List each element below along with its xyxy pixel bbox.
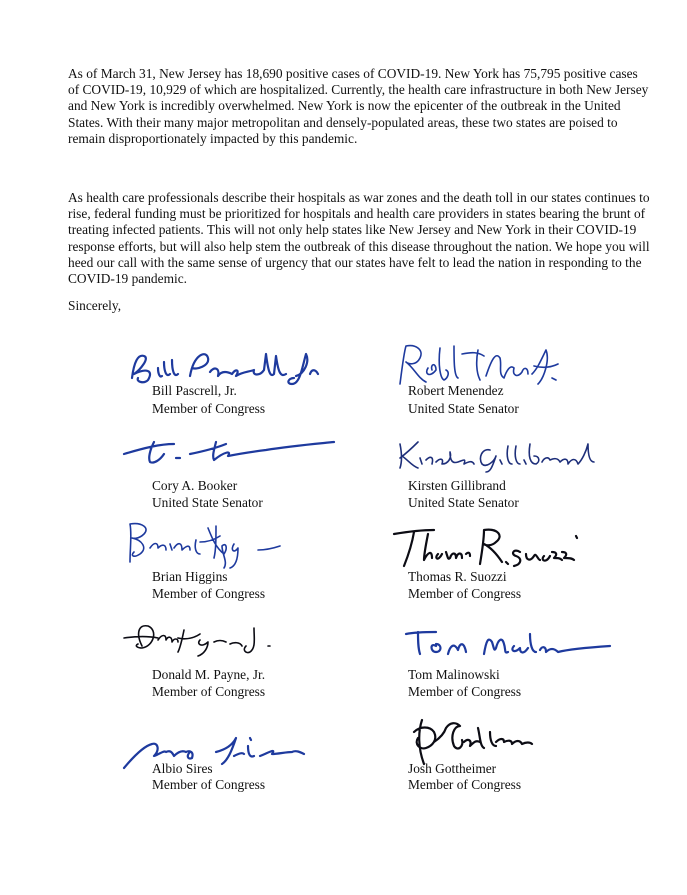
signatory-bill-pascrell	[124, 340, 364, 420]
signatory-title: Member of Congress	[152, 777, 266, 792]
signatory-name: Donald M. Payne, Jr.	[152, 667, 266, 682]
signature-tom-malinowski-icon	[400, 620, 620, 660]
signature-donald-payne-icon	[118, 616, 308, 660]
signatory-title: United State Senator	[408, 495, 519, 510]
signatory-name: Tom Malinowski	[408, 667, 500, 682]
letter-paragraph-1: As of March 31, New Jersey has 18,690 positive cases of COVID-19. New York has 75,795 positive cases of COVID-19, 10,929 of which are hospitalized. Currently, the health care infrastructure in both New Jersey and New York is incredibly overwhelmed. New York is now the epicenter of the outbreak in the United States. With their many major metropolitan and densely-populated areas, these two states are poised to remain disproportionately impacted by this pandemic.	[68, 66, 649, 146]
signatory-name: Kirsten Gillibrand	[408, 478, 506, 493]
signatory-brian-higgins	[124, 520, 364, 604]
signature-kirsten-gillibrand-icon	[394, 434, 604, 474]
closing-salutation: Sincerely,	[68, 298, 122, 313]
signature-josh-gottheimer-icon	[404, 712, 544, 768]
signatory-robert-menendez	[380, 340, 620, 420]
signatory-name: Robert Menendez	[408, 383, 504, 398]
signatory-josh-gottheimer	[380, 716, 620, 800]
signatory-albio-sires	[124, 716, 364, 800]
signature-albio-sires-icon	[120, 716, 320, 776]
signatory-name: Albio Sires	[152, 761, 213, 776]
signature-cory-booker-icon	[120, 432, 340, 472]
signatory-name: Brian Higgins	[152, 569, 228, 584]
signature-thomas-suozzi-icon	[390, 524, 580, 572]
signatory-title: United State Senator	[152, 495, 263, 510]
signatory-kirsten-gillibrand	[380, 432, 620, 512]
signatory-name: Bill Pascrell, Jr.	[152, 383, 237, 398]
signatory-title: Member of Congress	[152, 586, 266, 601]
signatory-title: Member of Congress	[152, 684, 266, 699]
signatory-tom-malinowski	[380, 616, 620, 700]
letter-paragraph-2: As health care professionals describe their hospitals as war zones and the death toll in our states continues to rise, federal funding must be prioritized for hospitals and health care providers in states bearing the brunt of treating infected patients. This will not only help states like New Jersey and New York in their COVID-19 response efforts, but will also help stem the outbreak of this disease throughout the nation. We hope you will heed our call with the same sense of urgency that our states have felt to lead the nation in responding to the COVID-19 pandemic.	[68, 190, 650, 287]
signatory-thomas-suozzi	[380, 520, 620, 604]
signatory-name: Cory A. Booker	[152, 478, 238, 493]
signatory-title: Member of Congress	[408, 777, 522, 792]
signatory-name: Thomas R. Suozzi	[408, 569, 507, 584]
signatory-title: United State Senator	[408, 401, 519, 416]
signatory-name: Josh Gottheimer	[408, 761, 497, 776]
signatory-title: Member of Congress	[408, 586, 522, 601]
signatory-title: Member of Congress	[152, 401, 266, 416]
signatory-cory-booker	[124, 432, 364, 512]
signatory-title: Member of Congress	[408, 684, 522, 699]
signature-brian-higgins-icon	[116, 518, 316, 570]
signatory-donald-payne	[124, 616, 364, 700]
